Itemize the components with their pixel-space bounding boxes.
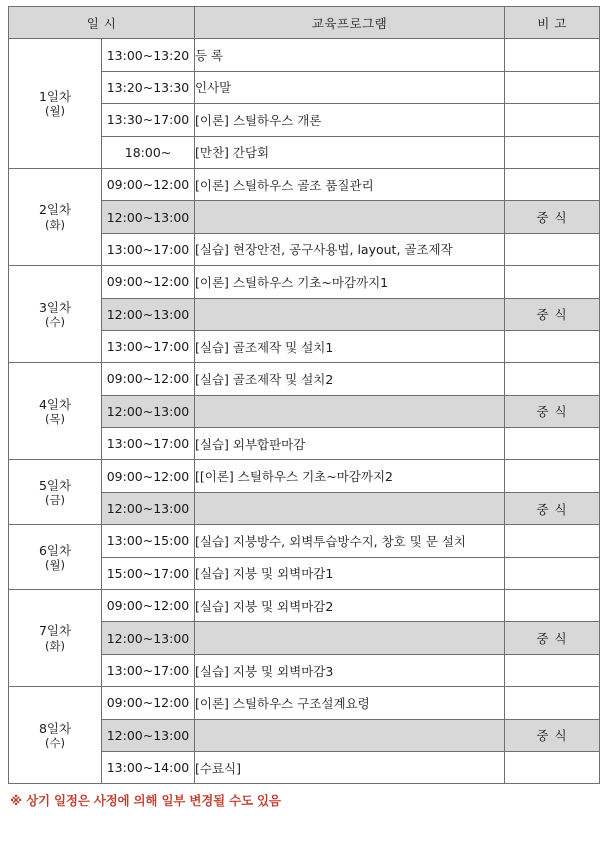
day-label: 5일차	[38, 477, 72, 493]
day-weekday-label: (목)	[44, 412, 66, 426]
program-cell: [실습] 골조제작 및 설치2	[195, 363, 505, 395]
program-cell: [실습] 지붕 및 외벽마감1	[195, 557, 505, 589]
note-cell	[505, 266, 600, 298]
time-cell: 13:30~17:00	[102, 104, 195, 136]
program-cell: [만찬] 간담회	[195, 136, 505, 168]
note-cell	[505, 654, 600, 686]
time-cell: 15:00~17:00	[102, 557, 195, 589]
time-cell: 18:00~	[102, 136, 195, 168]
program-cell: [실습] 현장안전, 공구사용법, layout, 골조제작	[195, 233, 505, 265]
program-cell: [실습] 외부합판마감	[195, 428, 505, 460]
day-weekday-label: (화)	[44, 217, 66, 232]
table-row	[9, 266, 600, 298]
time-cell: 13:00~17:00	[102, 233, 195, 265]
time-cell: 12:00~13:00	[102, 395, 195, 427]
time-cell: 09:00~12:00	[102, 363, 195, 395]
time-cell: 09:00~12:00	[102, 590, 195, 622]
day-weekday-label: (월)	[44, 557, 66, 572]
note-cell	[505, 590, 600, 622]
day-cell	[9, 590, 102, 687]
program-cell: 등 록	[195, 39, 505, 71]
time-cell: 13:00~17:00	[102, 654, 195, 686]
time-cell: 12:00~13:00	[102, 492, 195, 524]
day-cell	[9, 39, 102, 169]
time-cell: 13:00~15:00	[102, 525, 195, 557]
time-cell: 12:00~13:00	[102, 201, 195, 233]
table-header	[9, 7, 600, 39]
day-cell	[9, 525, 102, 590]
table-row	[9, 460, 600, 492]
day-weekday-label: (수)	[44, 314, 66, 329]
program-cell: [실습] 지붕방수, 외벽투습방수지, 창호 및 문 설치	[195, 525, 505, 557]
note-cell	[505, 751, 600, 783]
program-cell: [[이론] 스틸하우스 기초~마감까지2	[195, 460, 505, 492]
time-cell: 12:00~13:00	[102, 719, 195, 751]
day-label: 4일차	[38, 396, 72, 412]
table-row	[9, 687, 600, 719]
table-body	[9, 39, 600, 784]
program-cell: [실습] 지붕 및 외벽마감3	[195, 654, 505, 686]
program-cell: [이론] 스틸하우스 골조 품질관리	[195, 168, 505, 200]
program-cell: [이론] 스틸하우스 구조설계요령	[195, 687, 505, 719]
day-weekday-label: (월)	[44, 104, 66, 119]
time-cell: 09:00~12:00	[102, 168, 195, 200]
note-cell	[505, 525, 600, 557]
table-header-row	[9, 7, 600, 39]
day-cell	[9, 460, 102, 525]
program-cell: [이론] 스틸하우스 기초~마감까지1	[195, 266, 505, 298]
footnote: ※ 상기 일정은 사정에 의해 일부 변경될 수도 있음	[10, 793, 281, 809]
time-cell: 09:00~12:00	[102, 266, 195, 298]
day-cell	[9, 687, 102, 784]
program-cell	[195, 622, 505, 654]
time-cell: 13:00~17:00	[102, 330, 195, 362]
day-weekday-label: (금)	[44, 492, 66, 507]
program-cell: [수료식]	[195, 751, 505, 783]
note-cell	[505, 168, 600, 200]
day-weekday-label: (수)	[44, 735, 66, 750]
schedule-table	[8, 6, 600, 784]
day-cell	[9, 363, 102, 460]
program-cell	[195, 492, 505, 524]
note-cell	[505, 136, 600, 168]
program-cell	[195, 395, 505, 427]
day-cell	[9, 266, 102, 363]
time-cell: 12:00~13:00	[102, 622, 195, 654]
program-cell	[195, 201, 505, 233]
note-cell: 중 식	[505, 201, 600, 233]
day-label: 3일차	[38, 299, 72, 315]
table-row	[9, 363, 600, 395]
note-cell: 중 식	[505, 622, 600, 654]
note-cell: 중 식	[505, 298, 600, 330]
note-cell	[505, 330, 600, 362]
day-cell	[9, 168, 102, 265]
program-cell: [이론] 스틸하우스 개론	[195, 104, 505, 136]
note-cell	[505, 39, 600, 71]
column-header-program: 교육프로그램	[195, 7, 505, 39]
note-cell: 중 식	[505, 492, 600, 524]
day-label: 8일차	[38, 720, 72, 736]
day-label: 1일차	[38, 89, 72, 105]
note-cell: 중 식	[505, 395, 600, 427]
note-cell	[505, 71, 600, 103]
note-cell	[505, 233, 600, 265]
time-cell: 13:20~13:30	[102, 71, 195, 103]
note-cell	[505, 104, 600, 136]
table-row	[9, 39, 600, 71]
note-cell	[505, 460, 600, 492]
program-cell: [실습] 지붕 및 외벽마감2	[195, 590, 505, 622]
column-header-note: 비 고	[505, 7, 600, 39]
day-label: 7일차	[38, 623, 72, 639]
note-cell	[505, 363, 600, 395]
table-row	[9, 590, 600, 622]
note-cell	[505, 557, 600, 589]
time-cell: 13:00~17:00	[102, 428, 195, 460]
time-cell: 13:00~13:20	[102, 39, 195, 71]
day-weekday-label: (화)	[44, 638, 66, 653]
time-cell: 12:00~13:00	[102, 298, 195, 330]
note-cell	[505, 428, 600, 460]
note-cell: 중 식	[505, 719, 600, 751]
program-cell: 인사말	[195, 71, 505, 103]
program-cell	[195, 298, 505, 330]
day-label: 2일차	[38, 202, 72, 218]
day-label: 6일차	[38, 542, 72, 558]
table-row	[9, 168, 600, 200]
program-cell: [실습] 골조제작 및 설치1	[195, 330, 505, 362]
time-cell: 13:00~14:00	[102, 751, 195, 783]
column-header-time: 일 시	[9, 7, 195, 39]
program-cell	[195, 719, 505, 751]
note-cell	[505, 687, 600, 719]
table-row	[9, 525, 600, 557]
time-cell: 09:00~12:00	[102, 460, 195, 492]
time-cell: 09:00~12:00	[102, 687, 195, 719]
